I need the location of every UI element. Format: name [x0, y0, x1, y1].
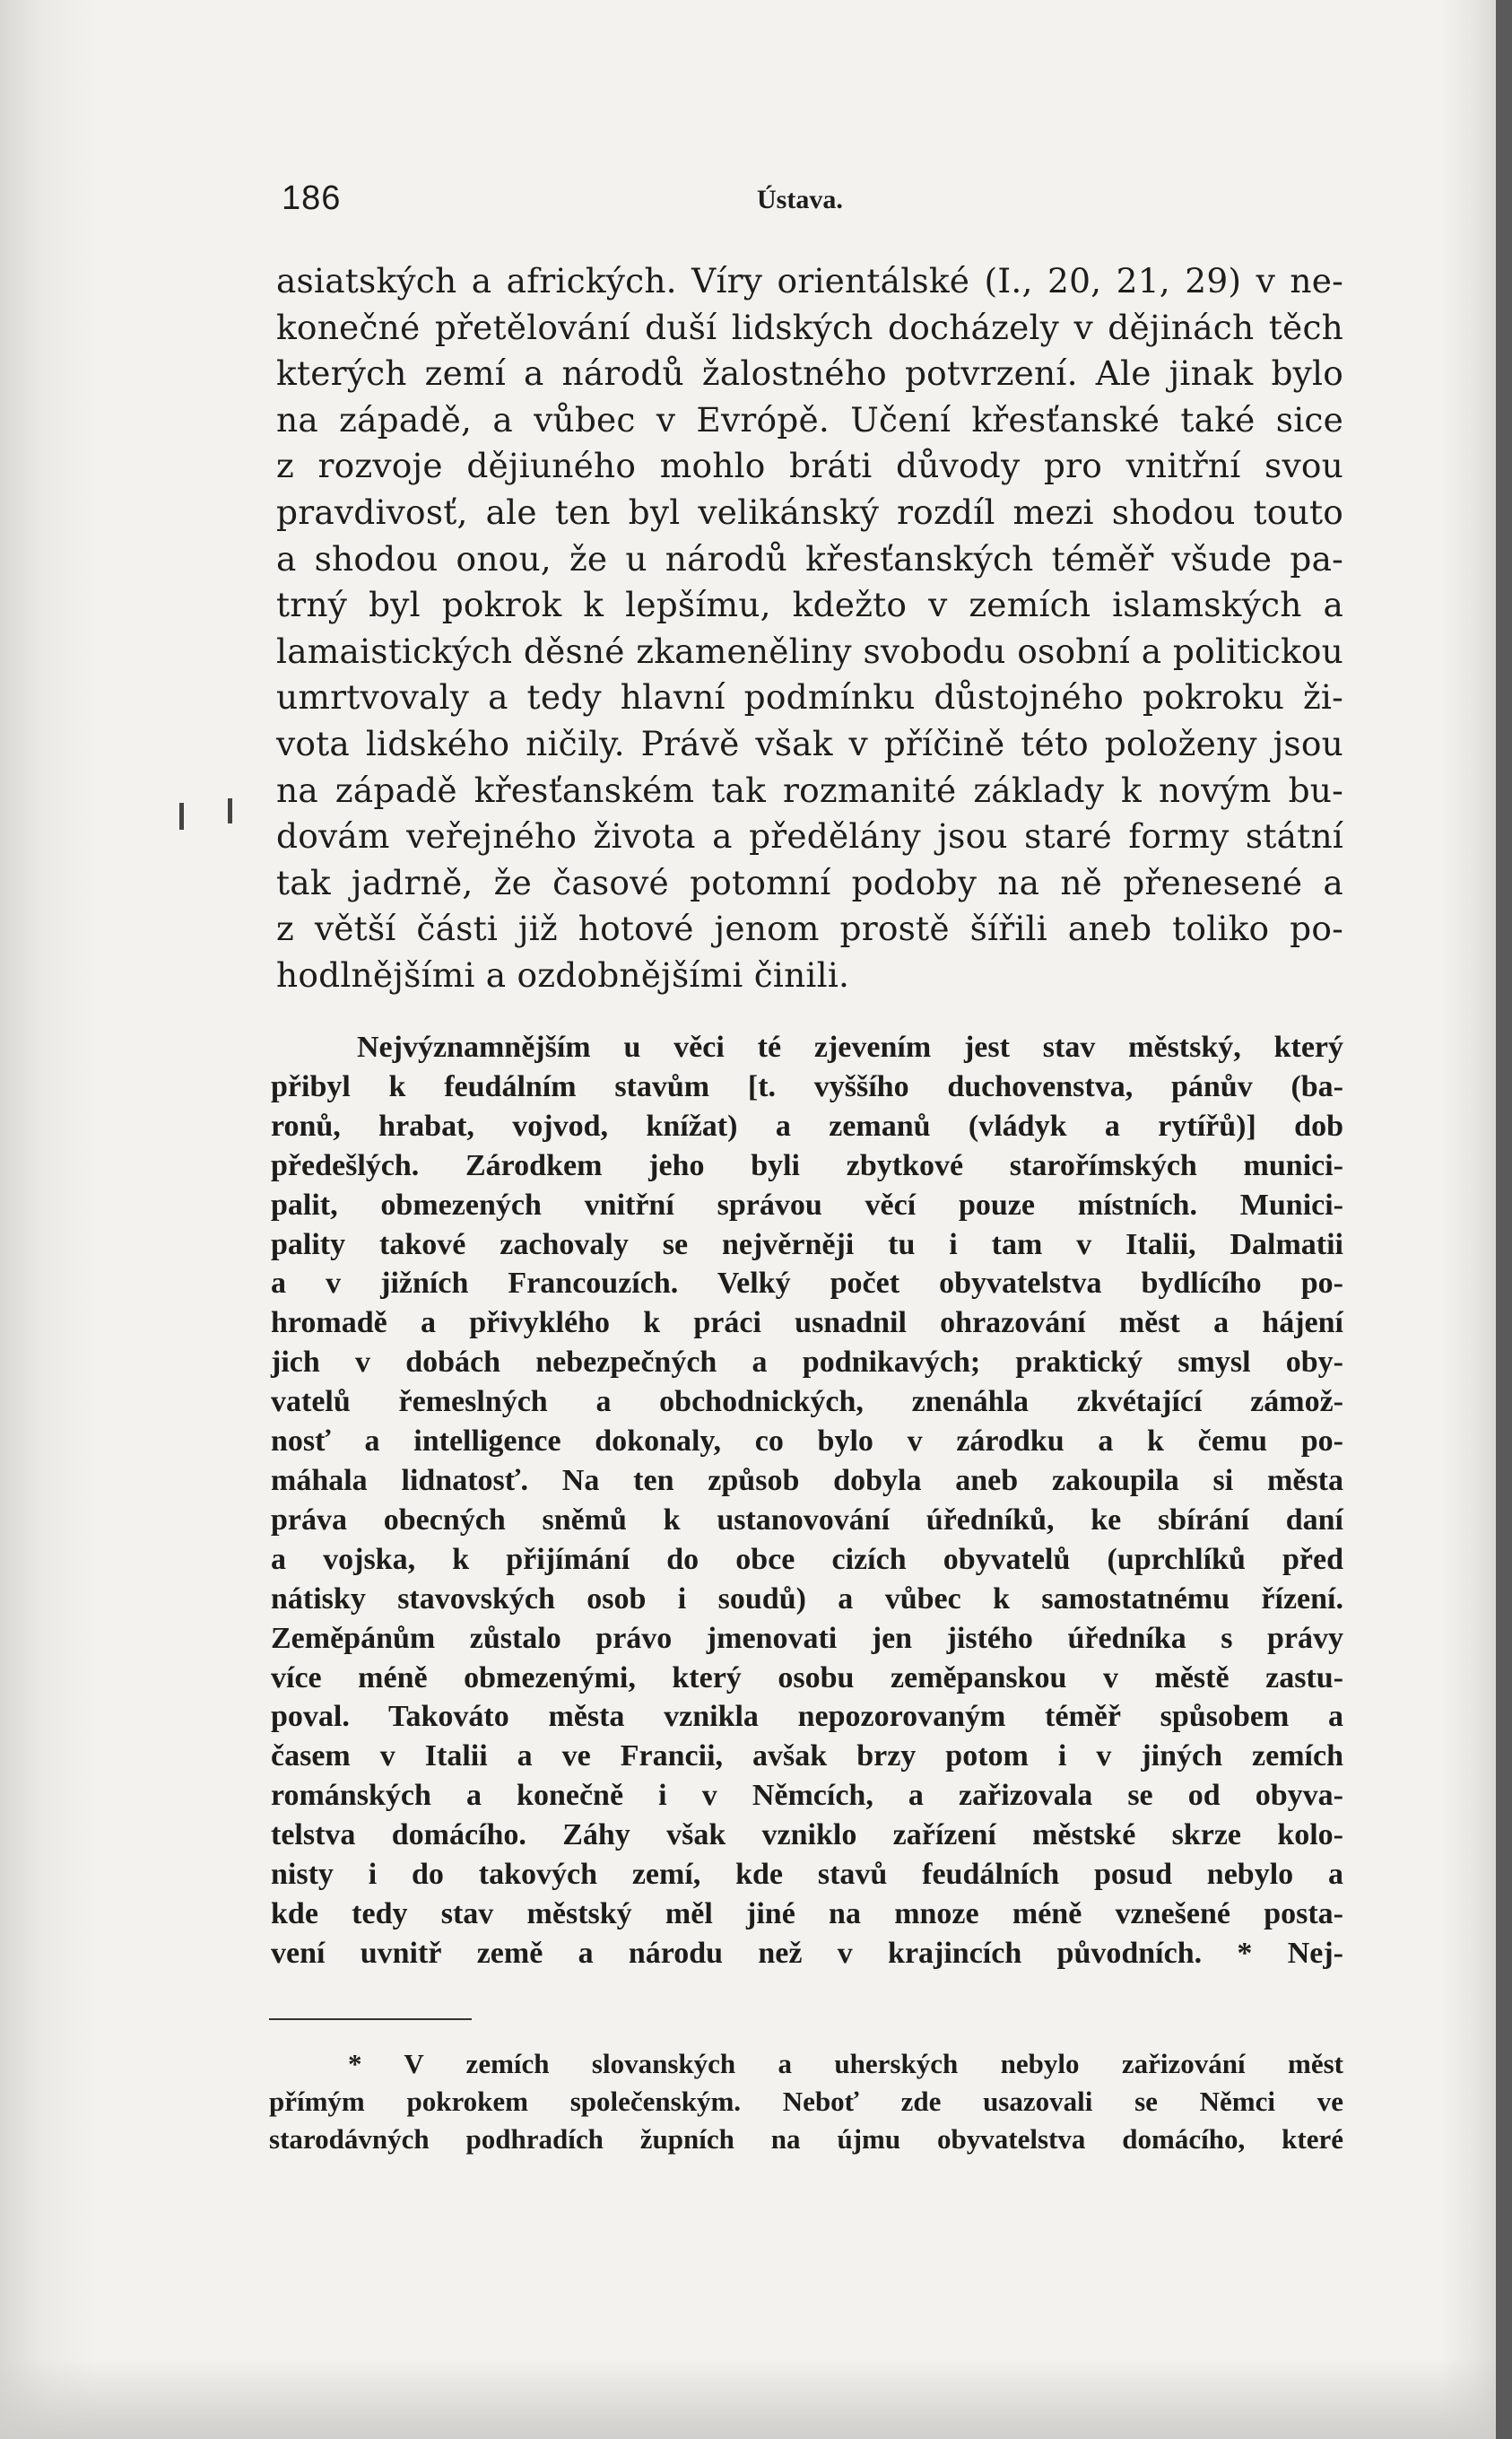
text-line: kde tedy stav městský měl jiné na mnoze méně vznešené posta- — [271, 1896, 1343, 1930]
text-line: konečné přetělování duší lidských docházely v dějinách těch — [276, 307, 1343, 347]
margin-pencil-mark — [228, 798, 232, 823]
text-line: kterých zemí a národů žalostného potvrzení. Ale jinak bylo — [276, 353, 1343, 394]
text-line: na západě, a vůbec v Evrópě. Učení křesťanské také sice — [276, 399, 1343, 440]
text-line: práva obecných sněmů k ustanovování úředníků, ke sbírání daní — [271, 1503, 1343, 1537]
text-line: tak jadrně, že časové potomní podoby na ně přenesené a — [276, 862, 1343, 902]
text-line: více méně obmezenými, který osobu zeměpanskou v městě zastu- — [271, 1660, 1343, 1694]
text-line: románských a konečně i v Němcích, a zařizovala se od obyva- — [271, 1779, 1343, 1813]
text-line: na západě křesťanském tak rozmanité základy k novým bu- — [276, 770, 1343, 810]
scan-binding-strip — [1496, 0, 1512, 2439]
text-line: pality takové zachovaly se nejvěrněji tu i tam v Italii, Dalmatii — [271, 1227, 1343, 1261]
text-line: vatelů řemeslných a obchodnických, znenáhla zkvétající zámož- — [271, 1385, 1343, 1419]
text-line: Zeměpánům zůstalo právo jmenovati jen jistého úředníka s právy — [271, 1621, 1343, 1655]
text-line: časem v Italii a ve Francii, avšak brzy potom i v jiných zemích — [271, 1739, 1343, 1773]
text-line: předešlých. Zárodkem jeho byli zbytkové starořímských munici- — [271, 1148, 1343, 1182]
footnote-line: starodávných podhradích župních na újmu obyvatelstva domácího, které — [269, 2123, 1343, 2155]
scan-bottom-edge-shadow — [0, 2358, 1512, 2439]
text-line: máhala lidnatosť. Na ten způsob dobyla aneb zakoupila si města — [271, 1463, 1343, 1497]
text-line: dovám veřejného života a předělány jsou staré formy státní — [276, 816, 1343, 857]
footnote-line: přímým pokrokem společenským. Neboť zde usazovali se Němci ve — [269, 2086, 1343, 2117]
text-line: jich v dobách nebezpečných a podnikavých; praktický smysl oby- — [271, 1346, 1343, 1380]
text-line: lamaistických děsné zkameněliny svobodu osobní a politickou — [276, 631, 1343, 671]
text-line: vota lidského ničily. Právě však v příčině této položeny jsou — [276, 723, 1343, 763]
text-line: a shodou onou, že u národů křesťanských téměř všude pa- — [276, 538, 1343, 579]
text-line: a v jižních Francouzích. Velký počet obyvatelstva bydlícího po- — [271, 1267, 1343, 1301]
text-line: trný byl pokrok k lepšímu, kdežto v zemích islamských a — [276, 585, 1343, 625]
text-line: přibyl k feudálním stavům [t. vyššího duchovenstva, pánův (ba- — [271, 1069, 1343, 1103]
text-line: poval. Takováto města vznikla nepozorovaným téměř spůsobem a — [271, 1700, 1343, 1734]
text-line: umrtvovaly a tedy hlavní podmínku důstojného pokroku ži- — [276, 677, 1343, 718]
running-title: Ústava. — [757, 185, 843, 214]
text-line: pravdivosť, ale ten byl velikánský rozdíl mezi shodou touto — [276, 492, 1343, 532]
text-line: a vojska, k přijímání do obce cizích obyvatelů (uprchlíků před — [271, 1542, 1343, 1576]
page-number: 186 — [282, 179, 342, 217]
scan-left-edge-shadow — [0, 0, 99, 2439]
text-line: nisty i do takových zemí, kde stavů feudálních posud nebylo a — [271, 1858, 1343, 1892]
text-line: ronů, hrabat, vojvod, knížat) a zemanů (vládyk a rytířů)] dob — [271, 1109, 1343, 1143]
text-line: z větší části již hotové jenom prostě šířili aneb toliko po- — [276, 909, 1343, 949]
text-line: nosť a intelligence dokonaly, co bylo v zárodku a k čemu po- — [271, 1424, 1343, 1459]
running-head — [282, 179, 1340, 233]
footnote-line: * V zemích slovanských a uherských nebylo zařizování měst — [348, 2048, 1343, 2079]
footnote-divider — [269, 2018, 472, 2020]
text-line: asiatských a afrických. Víry orientálské (I., 20, 21, 29) v ne- — [276, 261, 1343, 301]
text-line: palit, obmezených vnitřní správou věcí pouze místních. Munici- — [271, 1188, 1343, 1222]
text-line: telstva domácího. Záhy však vzniklo zařízení městské skrze kolo- — [271, 1818, 1343, 1852]
text-line: hromadě a přivyklého k práci usnadnil ohrazování měst a hájení — [271, 1306, 1343, 1340]
text-line: hodlnějšími a ozdobnějšími činili. — [276, 954, 850, 995]
small-print-paragraph — [271, 1028, 1343, 1973]
footnote — [269, 2045, 1343, 2158]
margin-pencil-mark — [179, 803, 184, 830]
text-line: Nejvýznamnějším u věci té zjevením jest stav městský, který — [357, 1031, 1343, 1064]
main-paragraph — [276, 258, 1343, 999]
text-line: nátisky stavovských osob i soudů) a vůbec k samostatnému řízení. — [271, 1581, 1343, 1616]
text-line: z rozvoje dějiuného mohlo bráti důvody pro vnitřní svou — [276, 446, 1343, 486]
text-line: vení uvnitř země a národu než v krajincích původních. * Nej- — [271, 1936, 1343, 1970]
